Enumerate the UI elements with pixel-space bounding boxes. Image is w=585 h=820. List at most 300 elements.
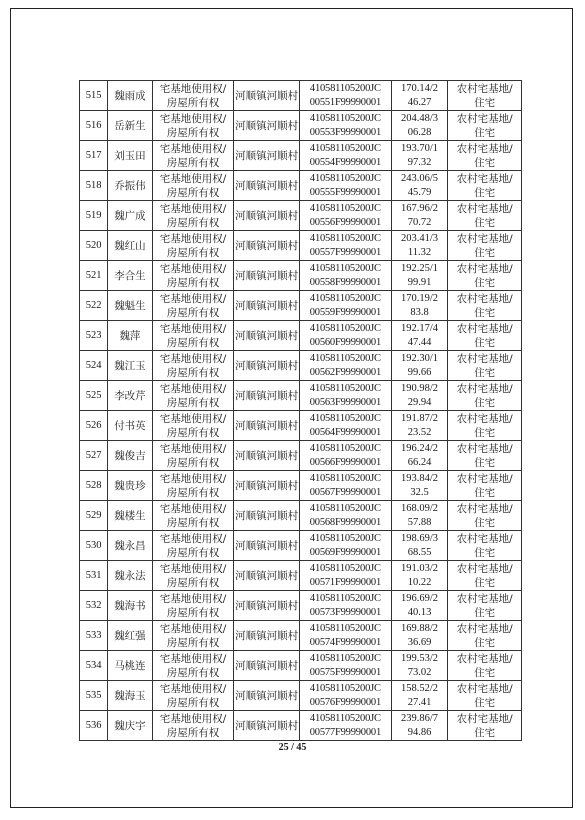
cell-area: [391, 561, 448, 591]
cell-land-use-line: 住宅: [474, 666, 496, 679]
cell-right-type-line: 宅基地使用权/: [159, 82, 227, 95]
cell-unit-code-line: 410581105200JC: [309, 142, 381, 154]
cell-unit-code-line: 410581105200JC: [309, 502, 381, 514]
cell-land-use-line: 住宅: [474, 726, 496, 739]
cell-unit-code: [299, 591, 391, 621]
table-row: [80, 231, 522, 261]
cell-area: [391, 711, 448, 741]
cell-area-line: 23.52: [407, 426, 432, 438]
cell-unit-code: [299, 351, 391, 381]
cell-right-type: [152, 291, 234, 321]
cell-location: 河顺镇河顺村: [234, 651, 300, 681]
cell-area-line: 57.88: [407, 516, 432, 528]
cell-location: 河顺镇河顺村: [234, 321, 300, 351]
cell-unit-code: [299, 291, 391, 321]
cell-land-use: [448, 291, 522, 321]
cell-right-type-line: 房屋所有权: [166, 126, 220, 139]
cell-unit-code-line: 410581105200JC: [309, 622, 381, 634]
cell-unit-code: [299, 81, 391, 111]
cell-unit-code-line: 410581105200JC: [309, 352, 381, 364]
cell-land-use-line: 农村宅基地/: [456, 202, 513, 215]
cell-right-type: [152, 621, 234, 651]
cell-land-use-line: 农村宅基地/: [456, 412, 513, 425]
table-row: [80, 501, 522, 531]
cell-area: [391, 111, 448, 141]
cell-unit-code-line: 410581105200JC: [309, 82, 381, 94]
cell-land-use-line: 住宅: [474, 156, 496, 169]
cell-unit-code-line: 410581105200JC: [309, 382, 381, 394]
table-row: [80, 171, 522, 201]
cell-right-type-line: 房屋所有权: [166, 96, 220, 109]
cell-right-type-line: 宅基地使用权/: [159, 172, 227, 185]
cell-number: 524: [80, 351, 108, 381]
cell-unit-code: [299, 201, 391, 231]
cell-right-type: [152, 591, 234, 621]
table-row: [80, 351, 522, 381]
cell-unit-code-line: 410581105200JC: [309, 232, 381, 244]
cell-land-use-line: 农村宅基地/: [456, 532, 513, 545]
cell-owner-name: 付书英: [108, 411, 152, 441]
cell-unit-code: [299, 111, 391, 141]
table-row: [80, 471, 522, 501]
cell-right-type: [152, 351, 234, 381]
cell-area-line: 70.72: [407, 216, 432, 228]
cell-area-line: 239.86/7: [401, 712, 439, 724]
cell-unit-code: [299, 651, 391, 681]
cell-right-type-line: 宅基地使用权/: [159, 292, 227, 305]
cell-area: [391, 681, 448, 711]
cell-right-type-line: 房屋所有权: [166, 546, 220, 559]
cell-unit-code-line: 410581105200JC: [309, 262, 381, 274]
cell-area: [391, 621, 448, 651]
cell-area: [391, 81, 448, 111]
cell-unit-code-line: 410581105200JC: [309, 652, 381, 664]
cell-owner-name: 魏永昌: [108, 531, 152, 561]
cell-right-type-line: 房屋所有权: [166, 396, 220, 409]
cell-unit-code-line: 00557F99990001: [309, 246, 382, 258]
cell-unit-code: [299, 381, 391, 411]
cell-right-type-line: 宅基地使用权/: [159, 712, 227, 725]
cell-right-type: [152, 321, 234, 351]
cell-area-line: 06.28: [407, 126, 432, 138]
cell-unit-code-line: 00556F99990001: [309, 216, 382, 228]
cell-unit-code-line: 410581105200JC: [309, 292, 381, 304]
cell-land-use: [448, 591, 522, 621]
cell-area-line: 10.22: [407, 576, 432, 588]
cell-number: 527: [80, 441, 108, 471]
cell-owner-name: 魏红山: [108, 231, 152, 261]
cell-unit-code-line: 410581105200JC: [309, 412, 381, 424]
cell-land-use-line: 农村宅基地/: [456, 592, 513, 605]
cell-right-type-line: 房屋所有权: [166, 726, 220, 739]
cell-number: 520: [80, 231, 108, 261]
cell-area-line: 169.88/2: [401, 622, 439, 634]
table-row: [80, 81, 522, 111]
cell-location: 河顺镇河顺村: [234, 561, 300, 591]
cell-owner-name: 马桃连: [108, 651, 152, 681]
cell-owner-name: 魏永法: [108, 561, 152, 591]
cell-area-line: 32.5: [410, 486, 429, 498]
cell-land-use-line: 住宅: [474, 246, 496, 259]
cell-owner-name: 魏贵珍: [108, 471, 152, 501]
cell-land-use: [448, 111, 522, 141]
cell-unit-code-line: 00555F99990001: [309, 186, 382, 198]
cell-area-line: 40.13: [407, 606, 432, 618]
cell-right-type: [152, 171, 234, 201]
cell-land-use: [448, 351, 522, 381]
cell-right-type-line: 房屋所有权: [166, 336, 220, 349]
cell-number: 525: [80, 381, 108, 411]
cell-land-use: [448, 231, 522, 261]
cell-land-use-line: 农村宅基地/: [456, 682, 513, 695]
cell-area: [391, 591, 448, 621]
cell-number: 534: [80, 651, 108, 681]
cell-owner-name: 李合生: [108, 261, 152, 291]
cell-right-type: [152, 111, 234, 141]
cell-unit-code: [299, 471, 391, 501]
cell-area-line: 196.69/2: [401, 592, 439, 604]
cell-area-line: 192.25/1: [401, 262, 439, 274]
cell-number: 521: [80, 261, 108, 291]
cell-location: 河顺镇河顺村: [234, 621, 300, 651]
cell-number: 529: [80, 501, 108, 531]
cell-land-use: [448, 681, 522, 711]
cell-area-line: 190.98/2: [401, 382, 439, 394]
cell-land-use-line: 农村宅基地/: [456, 82, 513, 95]
table-row: [80, 111, 522, 141]
cell-unit-code-line: 410581105200JC: [309, 682, 381, 694]
cell-unit-code: [299, 231, 391, 261]
cell-unit-code-line: 410581105200JC: [309, 532, 381, 544]
cell-right-type: [152, 651, 234, 681]
cell-area: [391, 171, 448, 201]
cell-area-line: 99.66: [407, 366, 432, 378]
cell-unit-code-line: 00569F99990001: [309, 546, 382, 558]
cell-land-use-line: 农村宅基地/: [456, 142, 513, 155]
table-row: [80, 141, 522, 171]
cell-land-use: [448, 711, 522, 741]
cell-area: [391, 531, 448, 561]
cell-land-use-line: 住宅: [474, 276, 496, 289]
cell-unit-code: [299, 321, 391, 351]
cell-land-use-line: 住宅: [474, 216, 496, 229]
cell-land-use-line: 农村宅基地/: [456, 562, 513, 575]
cell-location: 河顺镇河顺村: [234, 681, 300, 711]
cell-unit-code: [299, 261, 391, 291]
cell-area: [391, 231, 448, 261]
cell-unit-code: [299, 171, 391, 201]
cell-unit-code-line: 00567F99990001: [309, 486, 382, 498]
cell-area: [391, 321, 448, 351]
cell-land-use-line: 住宅: [474, 96, 496, 109]
cell-number: 532: [80, 591, 108, 621]
cell-right-type-line: 宅基地使用权/: [159, 592, 227, 605]
cell-land-use-line: 住宅: [474, 636, 496, 649]
cell-owner-name: 岳新生: [108, 111, 152, 141]
cell-area: [391, 471, 448, 501]
cell-area: [391, 651, 448, 681]
cell-area: [391, 141, 448, 171]
cell-unit-code-line: 00576F99990001: [309, 696, 382, 708]
cell-right-type-line: 宅基地使用权/: [159, 352, 227, 365]
cell-location: 河顺镇河顺村: [234, 171, 300, 201]
cell-owner-name: 魏魁生: [108, 291, 152, 321]
cell-unit-code-line: 00563F99990001: [309, 396, 382, 408]
cell-owner-name: 魏江玉: [108, 351, 152, 381]
cell-unit-code-line: 410581105200JC: [309, 322, 381, 334]
cell-right-type: [152, 681, 234, 711]
cell-right-type: [152, 261, 234, 291]
table-row: [80, 681, 522, 711]
cell-right-type: [152, 141, 234, 171]
cell-unit-code-line: 00560F99990001: [309, 336, 382, 348]
cell-right-type-line: 宅基地使用权/: [159, 112, 227, 125]
table-row: [80, 711, 522, 741]
cell-right-type-line: 房屋所有权: [166, 516, 220, 529]
cell-right-type-line: 房屋所有权: [166, 666, 220, 679]
cell-area-line: 191.03/2: [401, 562, 439, 574]
cell-unit-code-line: 410581105200JC: [309, 112, 381, 124]
registry-table: [79, 80, 522, 741]
cell-area: [391, 441, 448, 471]
cell-land-use-line: 住宅: [474, 126, 496, 139]
cell-location: 河顺镇河顺村: [234, 531, 300, 561]
cell-land-use-line: 住宅: [474, 546, 496, 559]
table-row: [80, 651, 522, 681]
page-number: 25 / 45: [278, 742, 307, 753]
cell-land-use: [448, 621, 522, 651]
cell-right-type-line: 房屋所有权: [166, 156, 220, 169]
cell-owner-name: 魏萍: [108, 321, 152, 351]
cell-location: 河顺镇河顺村: [234, 381, 300, 411]
cell-land-use: [448, 321, 522, 351]
cell-right-type-line: 房屋所有权: [166, 216, 220, 229]
cell-number: 535: [80, 681, 108, 711]
cell-land-use: [448, 471, 522, 501]
cell-right-type-line: 房屋所有权: [166, 576, 220, 589]
cell-right-type: [152, 531, 234, 561]
cell-number: 517: [80, 141, 108, 171]
cell-unit-code-line: 410581105200JC: [309, 442, 381, 454]
cell-number: 516: [80, 111, 108, 141]
cell-land-use-line: 农村宅基地/: [456, 322, 513, 335]
cell-right-type-line: 宅基地使用权/: [159, 472, 227, 485]
cell-right-type-line: 宅基地使用权/: [159, 382, 227, 395]
cell-land-use: [448, 651, 522, 681]
cell-unit-code-line: 410581105200JC: [309, 202, 381, 214]
cell-right-type-line: 宅基地使用权/: [159, 202, 227, 215]
cell-area-line: 199.53/2: [401, 652, 439, 664]
cell-right-type: [152, 501, 234, 531]
registry-table-body: [80, 81, 522, 741]
cell-owner-name: 乔振伟: [108, 171, 152, 201]
cell-right-type-line: 宅基地使用权/: [159, 502, 227, 515]
cell-land-use-line: 住宅: [474, 696, 496, 709]
table-row: [80, 291, 522, 321]
cell-land-use-line: 农村宅基地/: [456, 502, 513, 515]
cell-area-line: 191.87/2: [401, 412, 439, 424]
cell-land-use-line: 农村宅基地/: [456, 652, 513, 665]
cell-number: 526: [80, 411, 108, 441]
cell-right-type-line: 宅基地使用权/: [159, 682, 227, 695]
cell-unit-code-line: 00571F99990001: [309, 576, 382, 588]
cell-unit-code: [299, 621, 391, 651]
cell-location: 河顺镇河顺村: [234, 291, 300, 321]
cell-unit-code: [299, 531, 391, 561]
cell-land-use-line: 住宅: [474, 186, 496, 199]
cell-area-line: 193.70/1: [401, 142, 439, 154]
cell-owner-name: 刘玉田: [108, 141, 152, 171]
cell-area: [391, 261, 448, 291]
cell-number: 515: [80, 81, 108, 111]
cell-location: 河顺镇河顺村: [234, 351, 300, 381]
cell-unit-code-line: 410581105200JC: [309, 172, 381, 184]
cell-unit-code-line: 00575F99990001: [309, 666, 382, 678]
cell-land-use: [448, 261, 522, 291]
cell-land-use-line: 农村宅基地/: [456, 352, 513, 365]
cell-unit-code: [299, 501, 391, 531]
cell-land-use-line: 住宅: [474, 576, 496, 589]
cell-area-line: 203.41/3: [401, 232, 439, 244]
cell-right-type: [152, 561, 234, 591]
cell-land-use-line: 农村宅基地/: [456, 262, 513, 275]
cell-area-line: 196.24/2: [401, 442, 439, 454]
cell-unit-code: [299, 681, 391, 711]
cell-area-line: 27.41: [407, 696, 432, 708]
cell-owner-name: 李改芹: [108, 381, 152, 411]
cell-unit-code-line: 410581105200JC: [309, 472, 381, 484]
cell-land-use-line: 住宅: [474, 306, 496, 319]
cell-right-type-line: 房屋所有权: [166, 486, 220, 499]
cell-right-type: [152, 381, 234, 411]
cell-number: 519: [80, 201, 108, 231]
table-row: [80, 531, 522, 561]
cell-right-type-line: 宅基地使用权/: [159, 322, 227, 335]
cell-area: [391, 291, 448, 321]
cell-land-use-line: 农村宅基地/: [456, 112, 513, 125]
cell-number: 528: [80, 471, 108, 501]
cell-right-type-line: 房屋所有权: [166, 306, 220, 319]
cell-area-line: 94.86: [407, 726, 432, 738]
cell-right-type-line: 宅基地使用权/: [159, 652, 227, 665]
cell-owner-name: 魏楼生: [108, 501, 152, 531]
cell-area-line: 192.17/4: [401, 322, 439, 334]
cell-right-type-line: 房屋所有权: [166, 456, 220, 469]
cell-right-type-line: 房屋所有权: [166, 636, 220, 649]
cell-number: 530: [80, 531, 108, 561]
cell-unit-code-line: 00573F99990001: [309, 606, 382, 618]
cell-land-use-line: 住宅: [474, 516, 496, 529]
cell-unit-code: [299, 141, 391, 171]
cell-location: 河顺镇河顺村: [234, 261, 300, 291]
cell-right-type-line: 房屋所有权: [166, 246, 220, 259]
cell-number: 533: [80, 621, 108, 651]
cell-right-type: [152, 411, 234, 441]
cell-unit-code-line: 00562F99990001: [309, 366, 382, 378]
cell-right-type-line: 房屋所有权: [166, 276, 220, 289]
cell-right-type: [152, 441, 234, 471]
cell-land-use-line: 农村宅基地/: [456, 172, 513, 185]
cell-unit-code-line: 00559F99990001: [309, 306, 382, 318]
table-row: [80, 381, 522, 411]
cell-unit-code: [299, 711, 391, 741]
cell-area-line: 168.09/2: [401, 502, 439, 514]
cell-unit-code: [299, 411, 391, 441]
cell-area: [391, 411, 448, 441]
cell-location: 河顺镇河顺村: [234, 201, 300, 231]
cell-area-line: 47.44: [407, 336, 432, 348]
cell-area-line: 167.96/2: [401, 202, 439, 214]
table-row: [80, 441, 522, 471]
cell-unit-code-line: 00566F99990001: [309, 456, 382, 468]
table-row: [80, 201, 522, 231]
cell-right-type-line: 房屋所有权: [166, 186, 220, 199]
cell-unit-code-line: 410581105200JC: [309, 712, 381, 724]
cell-right-type-line: 宅基地使用权/: [159, 532, 227, 545]
cell-right-type: [152, 471, 234, 501]
cell-unit-code-line: 410581105200JC: [309, 562, 381, 574]
table-row: [80, 261, 522, 291]
cell-land-use: [448, 531, 522, 561]
cell-area: [391, 201, 448, 231]
cell-location: 河顺镇河顺村: [234, 231, 300, 261]
cell-land-use-line: 农村宅基地/: [456, 232, 513, 245]
cell-land-use: [448, 561, 522, 591]
cell-number: 523: [80, 321, 108, 351]
cell-land-use: [448, 171, 522, 201]
cell-location: 河顺镇河顺村: [234, 471, 300, 501]
table-row: [80, 621, 522, 651]
cell-land-use-line: 农村宅基地/: [456, 382, 513, 395]
cell-unit-code-line: 410581105200JC: [309, 592, 381, 604]
cell-land-use-line: 农村宅基地/: [456, 622, 513, 635]
cell-unit-code-line: 00553F99990001: [309, 126, 382, 138]
cell-area-line: 97.32: [407, 156, 432, 168]
cell-owner-name: 魏红强: [108, 621, 152, 651]
cell-unit-code: [299, 561, 391, 591]
cell-right-type-line: 宅基地使用权/: [159, 562, 227, 575]
cell-land-use-line: 农村宅基地/: [456, 472, 513, 485]
cell-land-use-line: 农村宅基地/: [456, 292, 513, 305]
cell-land-use-line: 住宅: [474, 426, 496, 439]
cell-area: [391, 351, 448, 381]
cell-location: 河顺镇河顺村: [234, 501, 300, 531]
cell-number: 518: [80, 171, 108, 201]
cell-unit-code-line: 00577F99990001: [309, 726, 382, 738]
table-row: [80, 411, 522, 441]
table-row: [80, 321, 522, 351]
cell-right-type-line: 房屋所有权: [166, 606, 220, 619]
cell-right-type-line: 宅基地使用权/: [159, 622, 227, 635]
cell-right-type-line: 宅基地使用权/: [159, 442, 227, 455]
cell-area-line: 243.06/5: [401, 172, 439, 184]
cell-number: 536: [80, 711, 108, 741]
cell-area-line: 99.91: [407, 276, 432, 288]
cell-land-use-line: 农村宅基地/: [456, 712, 513, 725]
cell-area-line: 36.69: [407, 636, 432, 648]
cell-location: 河顺镇河顺村: [234, 141, 300, 171]
cell-area-line: 192.30/1: [401, 352, 439, 364]
cell-area-line: 29.94: [407, 396, 432, 408]
cell-unit-code-line: 00551F99990001: [309, 96, 382, 108]
cell-right-type-line: 宅基地使用权/: [159, 142, 227, 155]
cell-land-use-line: 住宅: [474, 486, 496, 499]
cell-right-type-line: 房屋所有权: [166, 696, 220, 709]
cell-number: 531: [80, 561, 108, 591]
cell-area-line: 66.24: [407, 456, 432, 468]
cell-area-line: 83.8: [410, 306, 429, 318]
cell-unit-code-line: 00568F99990001: [309, 516, 382, 528]
